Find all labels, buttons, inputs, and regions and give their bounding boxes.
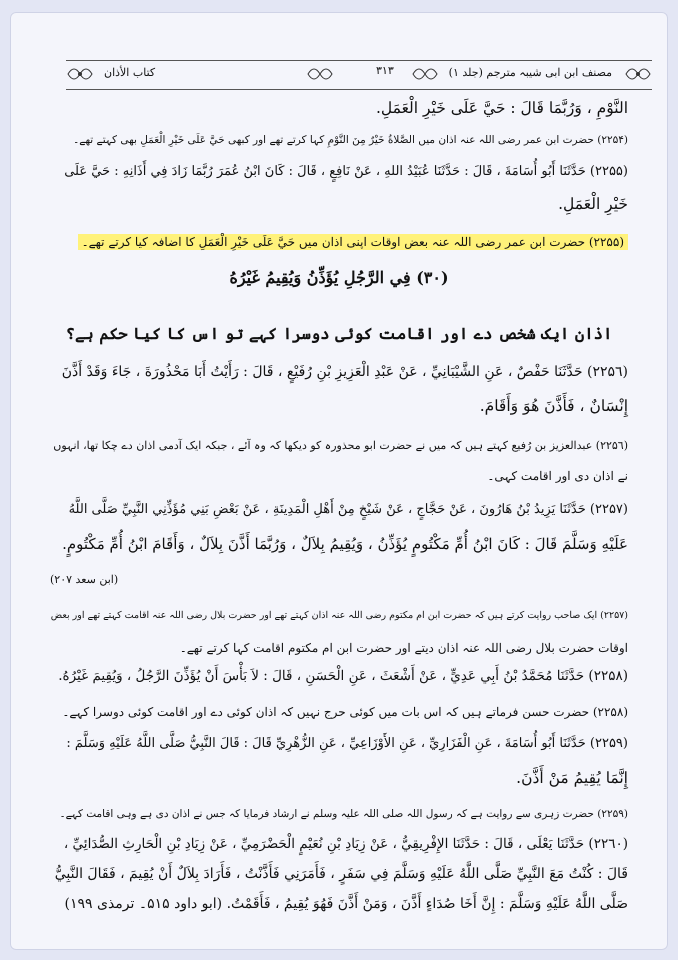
header-rule-bottom xyxy=(66,89,652,90)
page-header xyxy=(66,58,652,92)
text-line-3: (۲۲۵۵) حَدَّثَنَا أَبُو أُسَامَةَ ، قَالَ : حَدَّثَنَا عُبَيْدُ اللهِ ، عَنْ نَافِعٍ ، قَالَ : كَانَ ابْنُ عُمَرَ رُبَّمَا زَادَ فِي أَذَانِهِ : حَيَّ عَلَى xyxy=(64,164,628,179)
ornament-left-icon xyxy=(66,62,94,86)
text-line-17: (۲۲۵۸) حَدَّثَنَا مُحَمَّدُ بْنُ أَبِي عَدِيٍّ ، عَنْ أَشْعَثَ ، عَنِ الْحَسَنِ ، قَالَ : لاَ بَأْسَ أَنْ يُؤَذِّنَ الرَّجُلُ ، وَيُقِيمَ غَيْرُهُ. xyxy=(58,668,628,684)
text-line-11: نے اذان دی اور اقامت کہی۔ xyxy=(487,469,628,483)
text-line-24: صَلَّى اللَّهُ عَلَيْهِ وَسَلَّمَ : إِنَّ أَخَا صُدَاءٍ أَذَّنَ ، وَمَنْ أَذَّنَ فَهُوَ يُقِيمُ ، فَأَقَمْتُ. (ابو داود ۵۱۵۔ ترمذی ۱۹۹) xyxy=(64,896,628,912)
chapter-heading-arabic: (۳۰) فِي الرَّجُلِ يُؤَذِّنُ وَيُقِيمُ غَيْرُهُ xyxy=(229,268,449,287)
text-line-22: (۲۲٦۰) حَدَّثَنَا يَعْلَى ، قَالَ : حَدَّثَنَا الإِفْرِيقِيُّ ، عَنْ زِيَادِ بْنِ نُعَيْمٍ الْحَضْرَمِيِّ ، عَنْ زِيَادِ بْنِ الْحَارِثِ الصُّدَائِيِّ ، xyxy=(63,836,628,852)
header-rule-top xyxy=(66,60,652,61)
text-line-1: النَّوْمِ ، وَرُبَّمَا قَالَ : حَيَّ عَلَى خَيْرِ الْعَمَلِ. xyxy=(375,99,628,117)
text-line-18: (۲۲۵۸) حضرت حسن فرماتے ہیں کہ اس بات میں کوئی حرج نہیں کہ اذان کوئی دے اور اقامت کوئی دوسرا کہے۔ xyxy=(62,705,628,719)
reference-ibn-saad: (ابن سعد ۲۰۷) xyxy=(50,573,119,586)
ornament-center-right-icon xyxy=(411,62,439,86)
text-line-10: (۲۲۵٦) عبدالعزیز بن رُفیع کہتے ہیں کہ میں نے حضرت ابو محذورہ کو دیکھا کہ وہ آئے ، جبکہ ایک آدمی اذان دے چکا تھا، انہوں xyxy=(53,439,628,452)
text-line-21: (۲۲۵۹) حضرت زہری سے روایت ہے کہ رسول اللہ صلی اللہ علیہ وسلم نے ارشاد فرمایا کہ جس نے اذان دی ہے وہی اقامت کہے۔ xyxy=(59,808,628,820)
text-line-4: خَيْرِ الْعَمَلِ. xyxy=(558,195,628,213)
text-line-12: (۲۲۵۷) حَدَّثَنَا يَزِيدُ بْنُ هَارُونَ ، عَنْ حَجَّاجٍ ، عَنْ شَيْخٍ مِنْ أَهْلِ الْمَدِينَةِ ، عَنْ بَعْضِ بَنِي مُؤَذِّنِي النَّبِيِّ صَلَّى اللَّهُ xyxy=(68,502,628,517)
text-line-15: (۲۲۵۷) ایک صاحب روایت کرتے ہیں کہ حضرت ابن ام مکتوم رضی اللہ عنہ اذان کہتے تھے اور حضرت بلال رضی اللہ عنہ اقامت کہتے تھے اور بعض xyxy=(50,610,628,621)
ornament-right-icon xyxy=(624,62,652,86)
document-page xyxy=(10,12,668,950)
highlight-mark: (۲۲۵۵) حضرت ابن عمر رضی اللہ عنہ بعض اوقات اپنی اذان میں حَيَّ عَلَى خَيْرِ الْعَمَلِ کا اضافہ کیا کرتے تھے۔ xyxy=(78,234,628,250)
header-volume-title: مصنف ابن ابی شیبہ مترجم (جلد ۱) xyxy=(448,66,612,79)
ornament-center-left-icon xyxy=(306,62,334,86)
page-number: ۳۱۳ xyxy=(376,64,394,77)
text-line-8: (۲۲۵٦) حَدَّثَنَا حَفْصٌ ، عَنِ الشَّيْبَانِيِّ ، عَنْ عَبْدِ الْعَزِيزِ بْنِ رُفَيْعٍ ، قَالَ : رَأَيْتُ أَبَا مَحْذُورَةَ ، جَاءَ وَقَدْ أَذَّنَ xyxy=(61,364,628,380)
text-line-2: (۲۲۵۴) حضرت ابن عمر رضی اللہ عنہ اذان میں الصَّلاةُ خَيْرٌ مِنَ النَّوْمِ کہا کرتے تھے اور کبھی حَيَّ عَلَى خَيْرِ الْعَمَلِ بھی کہتے تھے۔ xyxy=(73,134,628,146)
text-line-9: إِنْسَانٌ ، فَأَذَّنَ هُوَ وَأَقَامَ. xyxy=(479,397,628,415)
text-line-20: إِنَّمَا يُقِيمُ مَنْ أَذَّنَ. xyxy=(516,769,628,787)
text-line-23: قَالَ : كُنْتُ مَعَ النَّبِيِّ صَلَّى اللَّهُ عَلَيْهِ وَسَلَّمَ فِي سَفَرٍ ، فَأَمَرَنِي فَأَذَّنْتُ ، فَأَرَادَ بِلاَلٌ أَنْ يُقِيمَ ، فَقَالَ النَّبِيُّ xyxy=(54,866,628,882)
text-line-13: عَلَيْهِ وَسَلَّمَ قَالَ : كَانَ ابْنُ أُمِّ مَكْتُومٍ يُؤَذِّنُ ، وَيُقِيمُ بِلاَلٌ ، وَرُبَّمَا أَذَّنَ بِلاَلٌ ، وَأَقَامَ ابْنُ أُمِّ مَكْتُومٍ. xyxy=(62,535,628,553)
text-line-5-highlighted xyxy=(50,232,628,252)
header-book-title: کتاب الأذان xyxy=(104,66,156,79)
text-line-16: اوقات حضرت بلال رضی اللہ عنہ اذان دیتے اور حضرت ابن ام مکتوم اقامت کہا کرتے تھے۔ xyxy=(179,641,628,655)
text-line-19: (۲۲۵۹) حَدَّثَنَا أَبُو أُسَامَةَ ، عَنِ الْفَزَارِيِّ ، عَنِ الأَوْزَاعِيِّ ، عَنِ الزُّهْرِيِّ قَالَ : قَالَ النَّبِيُّ صَلَّى اللَّهُ عَلَيْهِ وَسَلَّمَ : xyxy=(66,736,628,751)
chapter-heading-urdu: اذان ایک شخص دے اور اقامت کوئی دوسرا کہے تو اس کا کیا حکم ہے؟ xyxy=(65,324,613,343)
